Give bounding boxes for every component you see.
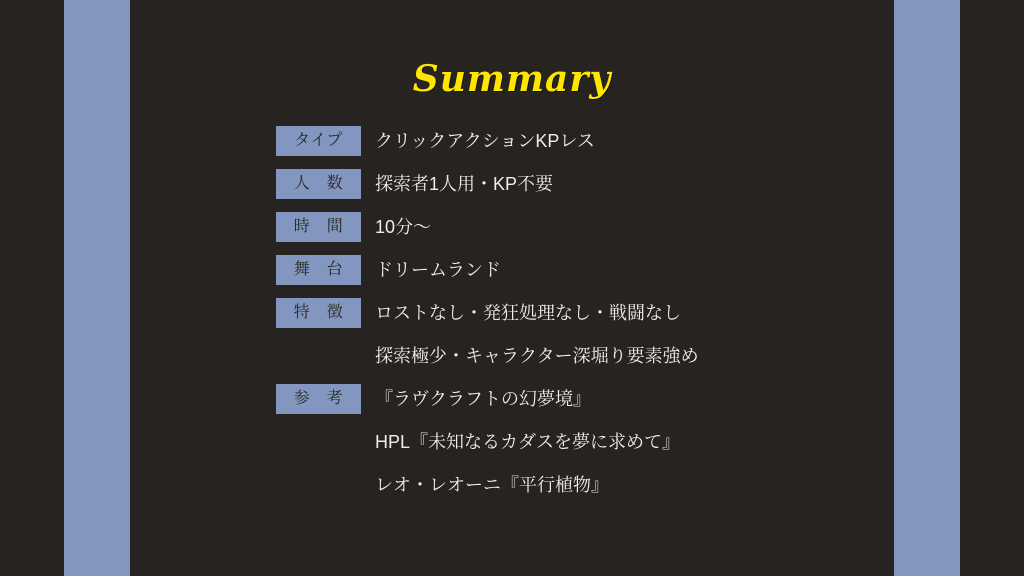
row-value: 10分〜 [375, 217, 432, 237]
slide-content-panel [130, 0, 894, 576]
list-item [276, 126, 896, 158]
summary-list [276, 126, 896, 513]
row-value: HPL『未知なるカダスを夢に求めて』 [375, 432, 681, 452]
list-item [276, 470, 896, 502]
list-item [276, 298, 896, 330]
list-item [276, 255, 896, 287]
row-value: 探索極少・キャラクター深堀り要素強め [375, 346, 699, 366]
row-value: レオ・レオーニ『平行植物』 [375, 475, 609, 495]
row-label: 舞 台 [276, 255, 361, 285]
row-label: 参 考 [276, 384, 361, 414]
row-value: 『ラヴクラフトの幻夢境』 [375, 389, 591, 409]
list-item [276, 169, 896, 201]
decorative-right-band [894, 0, 960, 576]
row-value: ドリームランド [375, 260, 501, 280]
row-label: 特 徴 [276, 298, 361, 328]
row-label: 時 間 [276, 212, 361, 242]
list-item [276, 212, 896, 244]
row-label: タイプ [276, 126, 361, 156]
row-label [276, 427, 361, 457]
row-value: 探索者1人用・KP不要 [375, 174, 554, 194]
decorative-left-band [64, 0, 130, 576]
row-value: ロストなし・発狂処理なし・戦闘なし [375, 303, 681, 323]
list-item [276, 427, 896, 459]
row-value: クリックアクションKPレス [375, 131, 595, 151]
row-label: 人 数 [276, 169, 361, 199]
list-item [276, 384, 896, 416]
page-title: Summary [412, 58, 612, 100]
row-label [276, 341, 361, 371]
row-label [276, 470, 361, 500]
list-item [276, 341, 896, 373]
